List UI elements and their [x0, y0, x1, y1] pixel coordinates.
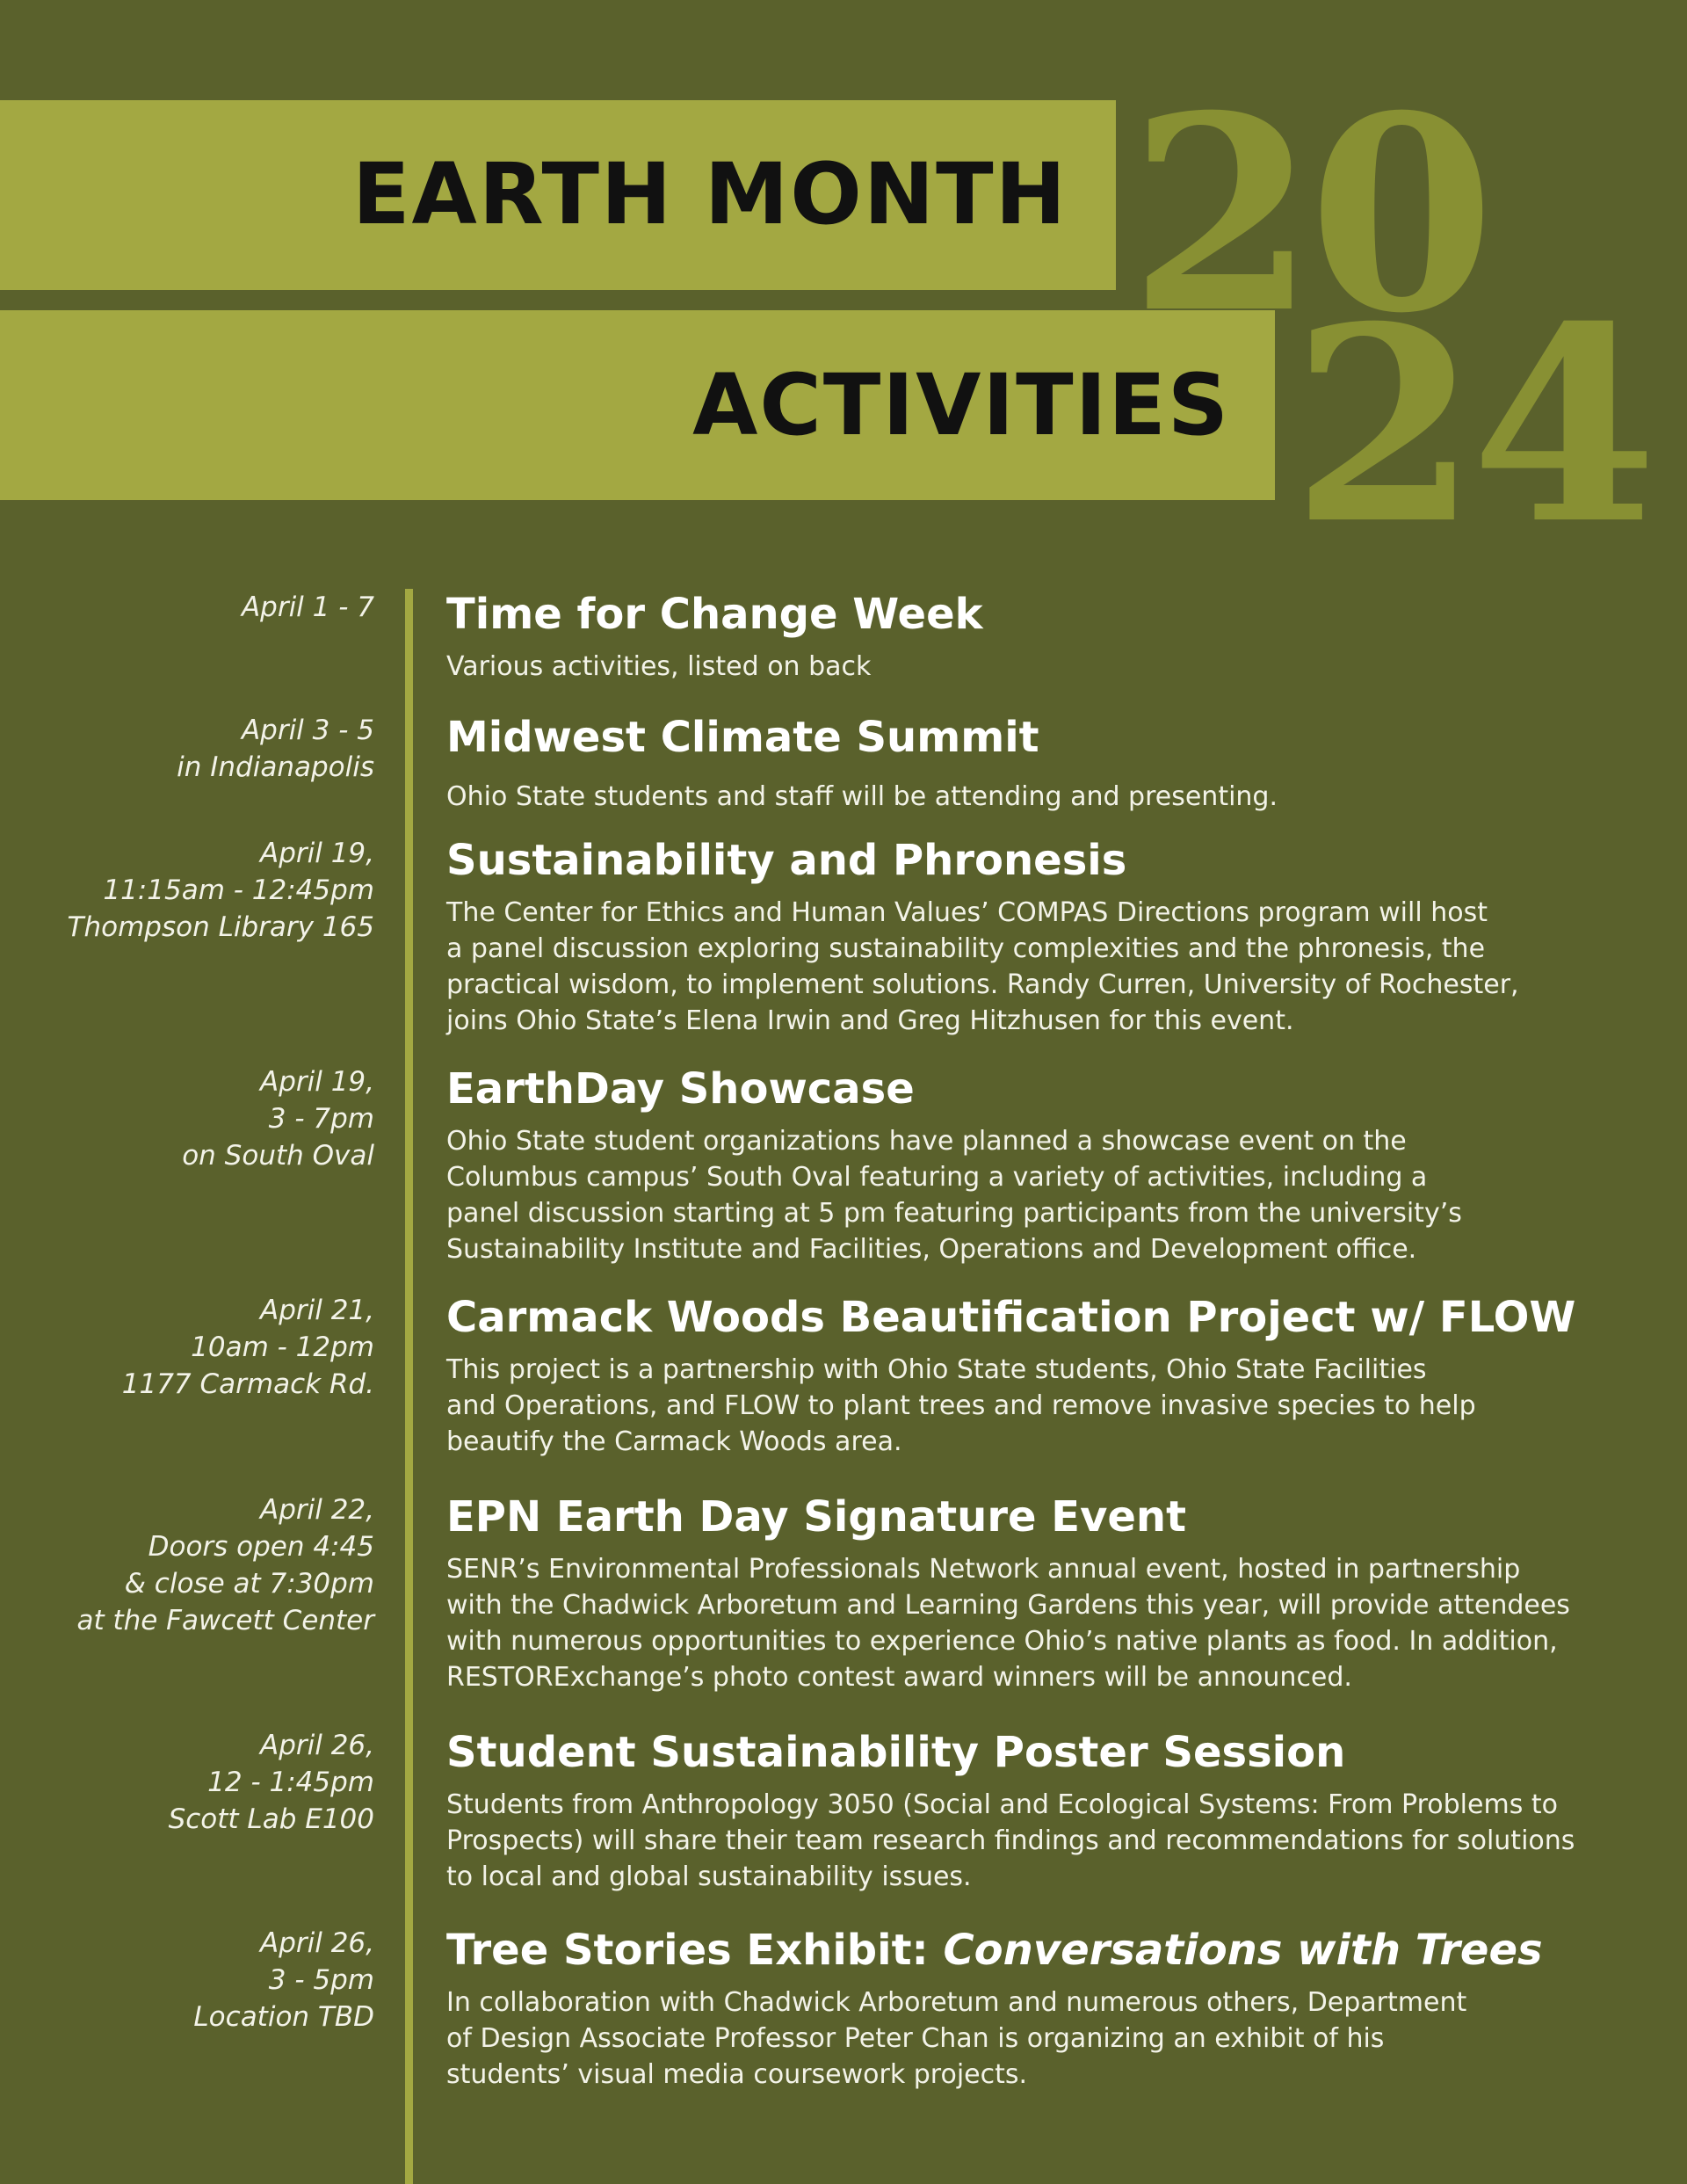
event-description: Students from Anthropology 3050 (Social and Ecological Systems: From Problems to Prospects) will share their team research findings and recommendations for solutions to local and global sustainability issues. — [446, 1789, 1575, 1892]
event-title: Time for Change Week — [446, 590, 983, 639]
event-description: SENR’s Environmental Professionals Network annual event, hosted in partnership with the Chadwick Arboretum and Learning Gardens this year, will provide attendees with numerous opportunities to experience Ohio’s native plants as food. In addition, RESTORExchange’s photo contest award winners will be announced. — [446, 1554, 1570, 1693]
event-description: The Center for Ethics and Human Values’ COMPAS Directions program will host a panel discussion exploring sustainability complexities and the phronesis, the practical wisdom, to implement solutions. Randy Curren, University of Rochester, joins Ohio State’s Elena Irwin and Greg Hitzhusen for this event. — [446, 897, 1519, 1036]
event-title — [446, 1925, 1615, 1976]
event-when: April 22, Doors open 4:45 & close at 7:30pm at the Fawcett Center — [76, 1494, 374, 1636]
event-description: Ohio State student organizations have planned a showcase event on the Columbus campus’ South Oval featuring a variety of activities, including a panel discussion starting at 5 pm featuring participants from the university’s Sustainability Institute and Facilities, Operations and Development office. — [446, 1126, 1462, 1265]
event-title: EarthDay Showcase — [446, 1064, 915, 1114]
year-top-digits: 20 — [1129, 57, 1488, 372]
page-title-line2: ACTIVITIES — [692, 356, 1230, 454]
event-when: April 26, 3 - 5pm Location TBD — [193, 1927, 374, 2033]
event-description: Ohio State students and staff will be attending and presenting. — [446, 781, 1278, 812]
event-description: This project is a partnership with Ohio State students, Ohio State Facilities and Operations, and FLOW to plant trees and remove invasive species to help beautify the Carmack Woods area. — [446, 1354, 1476, 1457]
page-title-line1: EARTH MONTH — [351, 145, 1068, 243]
event-title: Sustainability and Phronesis — [446, 836, 1127, 885]
event-when: April 1 - 7 — [241, 591, 374, 623]
event-when: April 19, 3 - 7pm on South Oval — [182, 1066, 374, 1172]
event-title-italic: Conversations with Trees — [943, 1926, 1543, 1975]
year-bottom-digits: 24 — [1292, 268, 1651, 583]
event-when: April 3 - 5 in Indianapolis — [177, 715, 374, 783]
event-description: Various activities, listed on back — [446, 651, 872, 682]
event-description: In collaboration with Chadwick Arboretum and numerous others, Department of Design Associate Professor Peter Chan is organizing an exhibit of his students’ visual media coursework projects. — [446, 1987, 1467, 2090]
event-title: Midwest Climate Summit — [446, 713, 1039, 762]
event-when: April 19, 11:15am - 12:45pm Thompson Library 165 — [67, 838, 374, 943]
event-title: Student Sustainability Poster Session — [446, 1728, 1346, 1777]
event-title: EPN Earth Day Signature Event — [446, 1492, 1187, 1542]
timeline-divider — [405, 589, 413, 2184]
event-title-main: Tree Stories Exhibit: — [446, 1926, 944, 1975]
event-when: April 21, 10am - 12pm 1177 Carmack Rd. — [121, 1295, 374, 1400]
event-title: Carmack Woods Beautification Project w/ FLOW — [446, 1293, 1576, 1342]
event-when: April 26, 12 - 1:45pm Scott Lab E100 — [168, 1730, 374, 1835]
